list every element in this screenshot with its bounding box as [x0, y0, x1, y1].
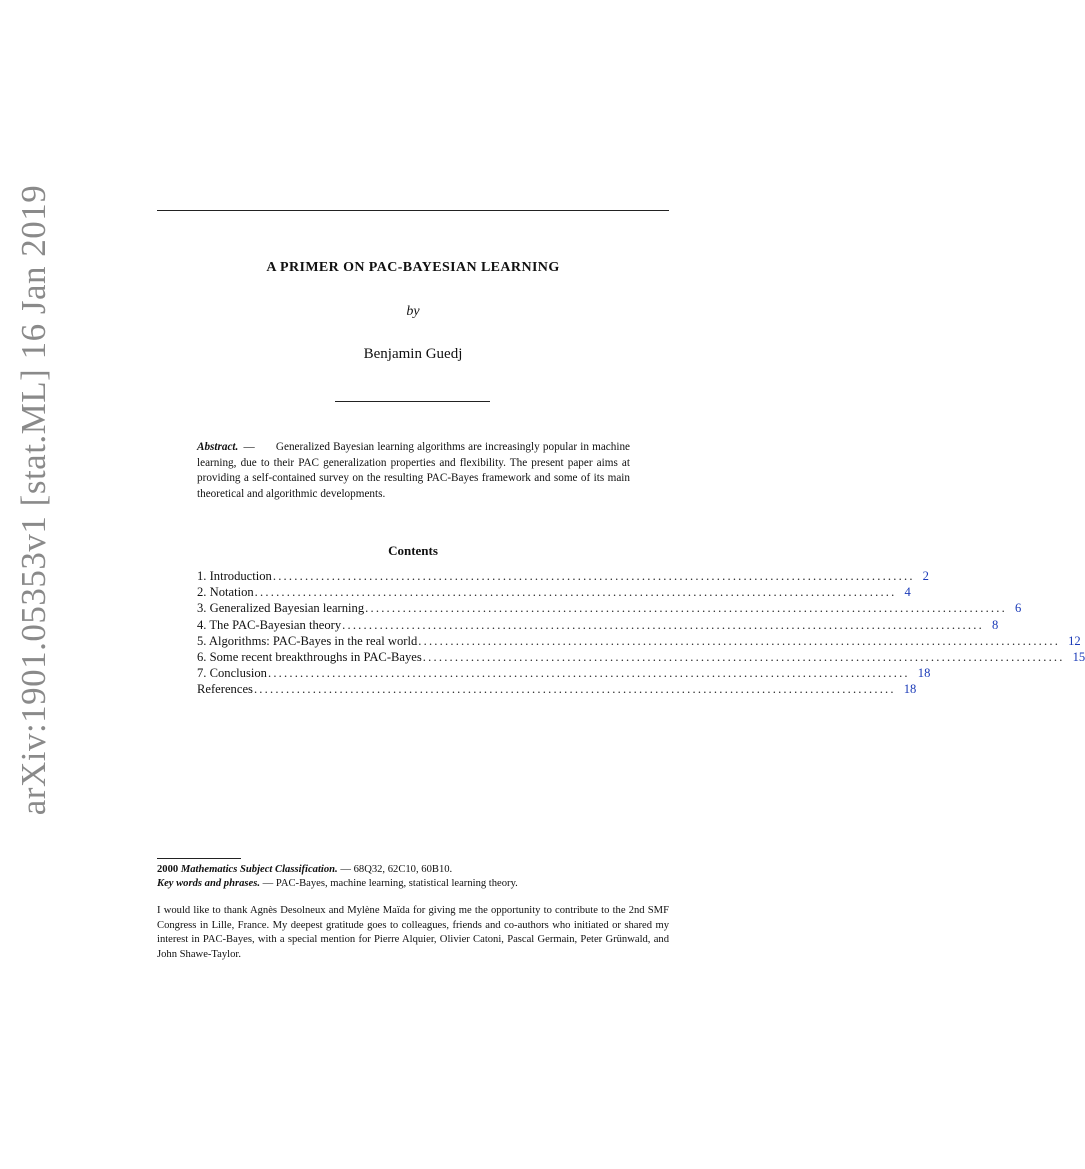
classification-year: 2000	[157, 864, 179, 875]
toc-entry[interactable]	[197, 601, 1022, 617]
classification-codes: — 68Q32, 62C10, 60B10.	[337, 864, 453, 875]
toc-leader-dots: ........................................................................................................................	[342, 617, 984, 632]
toc-leader-dots: ........................................................................................................................	[272, 569, 915, 583]
toc-entry-label: 7. Conclusion	[197, 666, 267, 681]
abstract-lead: Abstract.	[197, 441, 239, 453]
toc-page-link[interactable]: 2	[922, 569, 929, 583]
toc-leader-dots: ........................................................................................................................	[418, 633, 1061, 648]
toc-entry[interactable]	[197, 633, 1081, 650]
toc-entry[interactable]	[197, 682, 917, 698]
arxiv-stamp	[8, 120, 60, 880]
toc-leader-dots: ........................................................................................................................	[267, 666, 910, 681]
toc-entry[interactable]	[197, 617, 999, 634]
keywords-text: — PAC-Bayes, machine learning, statistical learning theory.	[260, 878, 518, 889]
toc-entry[interactable]	[197, 569, 929, 585]
abstract	[197, 440, 630, 502]
toc-entry-label: 1. Introduction	[197, 569, 272, 583]
toc-page-link[interactable]: 4	[904, 585, 911, 600]
toc-leader-dots: ........................................................................................................................	[365, 601, 1007, 616]
footnote-rule	[157, 858, 241, 859]
toc-page-link[interactable]: 15	[1072, 649, 1085, 664]
toc-page-link[interactable]: 18	[917, 666, 931, 681]
abstract-dash: —	[243, 441, 255, 453]
toc-entry-label: 2. Notation	[197, 585, 254, 600]
contents-heading: Contents	[388, 543, 438, 558]
table-of-contents	[197, 569, 1085, 699]
author-name: Benjamin Guedj	[363, 346, 463, 362]
toc-leader-dots: ........................................................................................................................	[254, 585, 897, 600]
by-line: by	[406, 304, 420, 319]
toc-leader-dots: ........................................................................................................................	[422, 649, 1065, 664]
toc-entry-label: References	[197, 682, 253, 697]
toc-entry-label: 3. Generalized Bayesian learning	[197, 601, 365, 616]
toc-entry-label: 6. Some recent breakthroughs in PAC-Bayes	[197, 649, 422, 664]
toc-page-link[interactable]: 8	[991, 617, 999, 632]
toc-page-link[interactable]: 18	[903, 682, 917, 697]
acknowledgement: I would like to thank Agnès Desolneux and Mylène Maïda for giving me the opportunity to contribute to the 2nd SMF Congress in Lille, France. My deepest gratitude goes to colleagues, friends and co-authors who initiated or shared my interest in PAC-Bayes, with a special mention for Pierre Alquier, Olivier Catoni, Pascal Germain, Peter Grünwald, and John Shawe-Taylor.	[157, 905, 669, 960]
keywords-lead: Key words and phrases.	[157, 878, 261, 889]
keywords	[157, 878, 669, 889]
toc-page-link[interactable]: 6	[1014, 601, 1022, 616]
toc-leader-dots: ........................................................................................................................	[253, 682, 896, 697]
toc-entry-label: 5. Algorithms: PAC-Bayes in the real world	[197, 633, 418, 648]
paper-title: A PRIMER ON PAC-BAYESIAN LEARNING	[266, 260, 560, 275]
toc-entry[interactable]	[197, 585, 911, 601]
toc-entry-label: 4. The PAC-Bayesian theory	[197, 617, 342, 632]
arxiv-stamp-text: arXiv:1901.05353v1 [stat.ML] 16 Jan 2019	[14, 184, 54, 816]
author-rule	[335, 401, 490, 402]
abstract-text: Generalized Bayesian learning algorithms are increasingly popular in machine learning, due to their PAC generalization properties and flexibility. The present paper aims at providing a self-contained survey on the resulting PAC-Bayes framework and some of its main theoretical and algorithmic developments.	[197, 441, 631, 500]
subject-classification	[157, 864, 669, 875]
title-top-rule	[157, 210, 669, 211]
toc-page-link[interactable]: 12	[1068, 633, 1081, 648]
classification-lead: Mathematics Subject Classification.	[180, 864, 338, 875]
toc-entry[interactable]	[197, 649, 1085, 666]
toc-entry[interactable]	[197, 666, 931, 682]
